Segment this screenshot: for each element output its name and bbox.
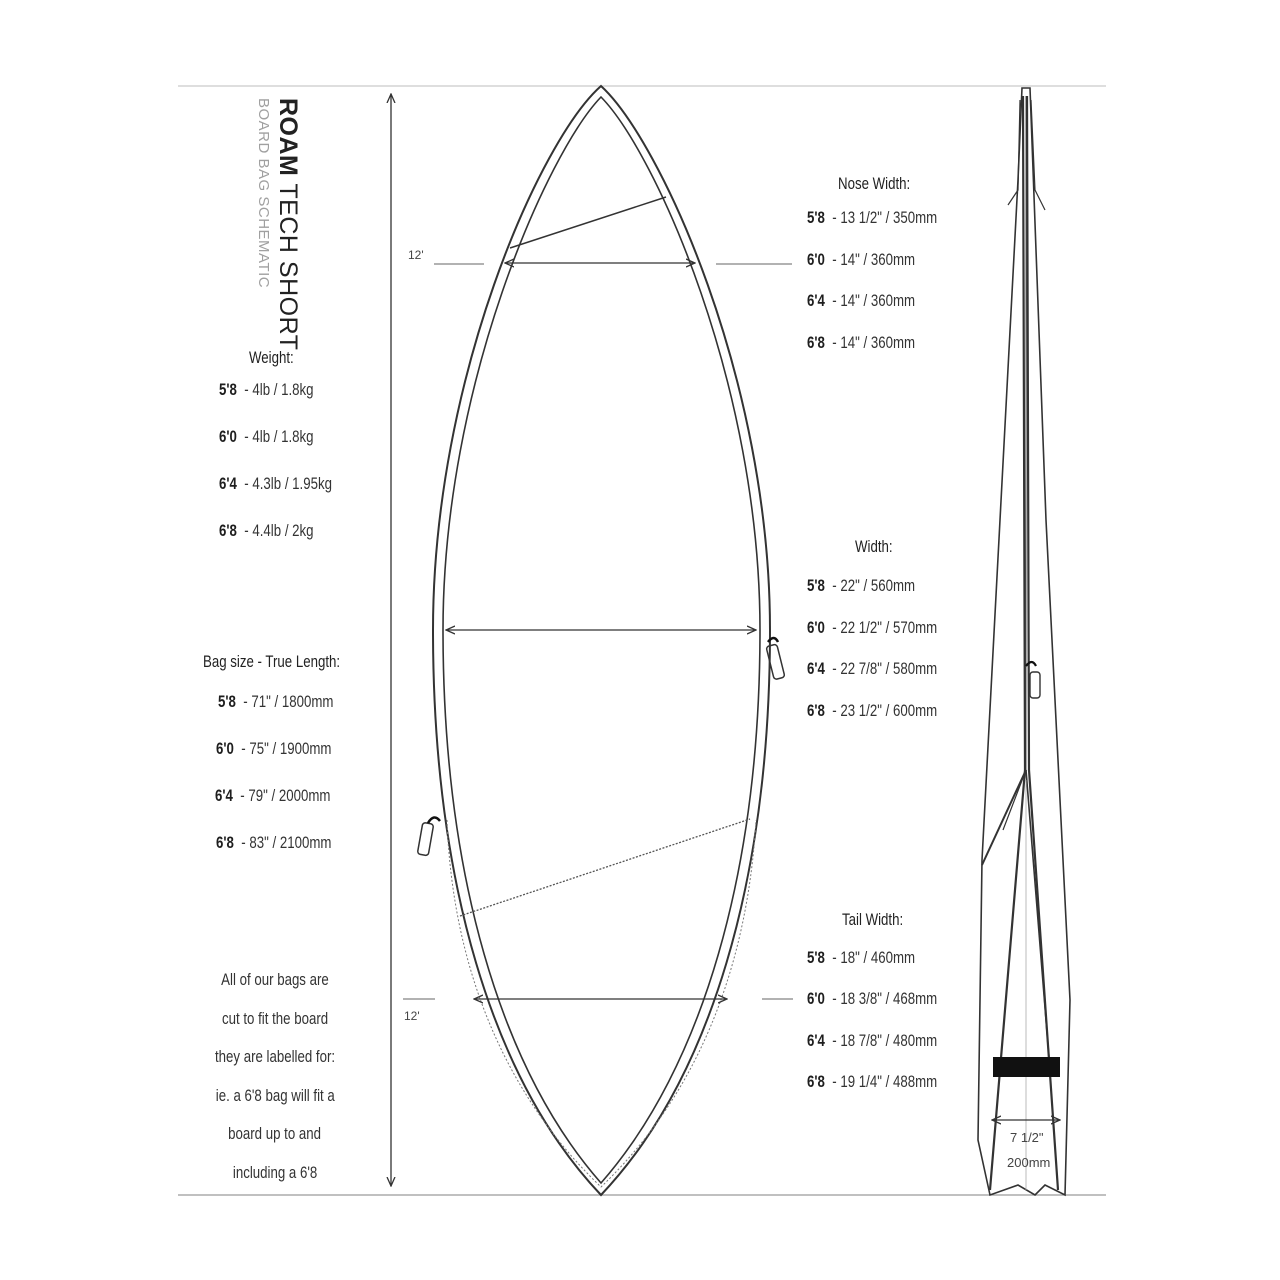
thickness-mm-label: 200mm [1007,1155,1051,1170]
fit-note-line: ie. a 6'8 bag will fit a [215,1086,335,1105]
schematic-title [255,98,302,350]
width-row: 6'4 - 22 7/8" / 580mm [807,659,938,678]
nose-width-row: 6'8 - 14" / 360mm [807,333,916,352]
nose-patch-line [510,197,666,248]
nose-width-row: 5'8 - 13 1/2" / 350mm [807,208,938,227]
side-profile-view [978,88,1070,1195]
schematic-subtitle: BOARD BAG SCHEMATIC [255,98,272,289]
tail-width-row: 6'8 - 19 1/4" / 488mm [807,1072,938,1091]
fit-note-line: including a 6'8 [232,1163,318,1182]
fit-note-line: All of our bags are [221,970,329,989]
fit-note-line: they are labelled for: [214,1047,336,1066]
tail-patch-line [460,819,750,916]
tail-strap [993,1057,1060,1077]
width-row: 5'8 - 22" / 560mm [807,576,916,595]
board-outline-outer [433,86,770,1195]
width-heading: Width: [855,537,893,556]
board-outline-inner [443,97,760,1183]
weight-row: 6'4 - 4.3lb / 1.95kg [219,474,333,493]
bag-size-row: 6'0 - 75" / 1900mm [216,739,332,758]
tail-width-row: 5'8 - 18" / 460mm [807,948,916,967]
bag-size-heading: Bag size - True Length: [203,652,341,671]
tail-offset-label: 12' [404,1009,420,1023]
bag-size-row: 6'8 - 83" / 2100mm [216,833,332,852]
weight-row: 6'8 - 4.4lb / 2kg [219,521,314,540]
thickness-inches-label: 7 1/2" [1010,1130,1044,1145]
tail-width-heading: Tail Width: [842,910,904,929]
width-row: 6'8 - 23 1/2" / 600mm [807,701,938,720]
nose-width-row: 6'0 - 14" / 360mm [807,250,916,269]
bag-size-row: 5'8 - 71" / 1800mm [218,692,334,711]
nose-width-row: 6'4 - 14" / 360mm [807,291,916,310]
product-name: TECH SHORT [274,183,302,351]
weight-heading: Weight: [249,348,294,367]
bag-size-row: 6'4 - 79" / 2000mm [215,786,331,805]
tail-width-row: 6'0 - 18 3/8" / 468mm [807,989,938,1008]
brand-name: ROAM [274,98,302,177]
zipper-line [447,820,756,1187]
nose-offset-label: 12' [408,248,424,262]
tail-width-row: 6'4 - 18 7/8" / 480mm [807,1031,938,1050]
width-row: 6'0 - 22 1/2" / 570mm [807,618,938,637]
fit-note-line: board up to and [228,1124,322,1143]
fit-note-line: cut to fit the board [221,1009,329,1028]
nose-width-heading: Nose Width: [838,174,911,193]
weight-row: 6'0 - 4lb / 1.8kg [219,427,314,446]
weight-row: 5'8 - 4lb / 1.8kg [219,380,314,399]
zipper-pull-left [417,817,440,855]
